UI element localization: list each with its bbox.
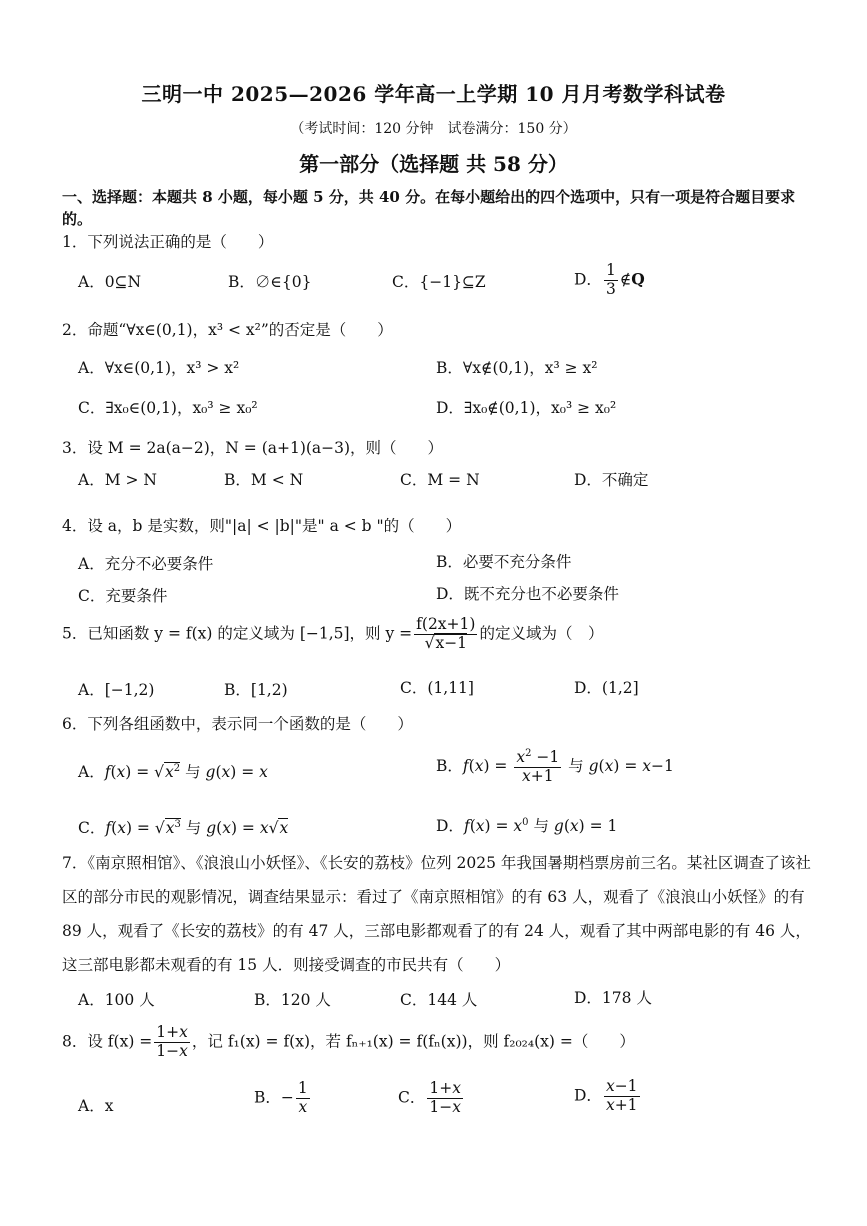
q3-option-c: C．M = N [400,471,480,489]
q7-option-b: B．120 人 [254,991,331,1009]
q1-stem: 1．下列说法正确的是（ ） [62,233,274,251]
q8-option-c: C． $\frac{1+x}{1-x}$ [398,1079,461,1116]
q5-stem-end: 的定义域为（ ） [479,624,604,643]
q4-option-c: C．充要条件 [78,587,168,605]
q1-option-d-label: D． [574,270,602,289]
q3-stem: 3．设 M = 2a(a−2)，N = (a+1)(a−3)，则（ ） [62,439,444,457]
q3-option-a: A．M > N [78,471,157,489]
q4-stem: 4．设 a，b 是实数，则"|a| < |b|"是" a < b "的（ ） [62,517,462,535]
q5-fraction: $\frac{f(2x+1)}{√x-1}$ [416,615,476,652]
q5-option-c: C．(1,11] [400,679,474,697]
q8-option-d: D． $\frac{x-1}{x+1}$ [574,1077,638,1114]
q4-option-a: A．充分不必要条件 [78,555,214,573]
q7-option-c: C．144 人 [400,991,478,1009]
exam-info: （考试时间：120 分钟 试卷满分：150 分） [290,121,577,137]
q5-stem [62,616,603,653]
q5-option-b: B．[1,2) [224,681,288,699]
q2-option-a: A．∀x∈(0,1)，x³ > x² [78,359,240,377]
q4-option-b: B．必要不充分条件 [436,553,572,571]
q1-option-c: C．{−1}⊆Z [392,273,486,291]
q5-option-d: D．(1,2] [574,679,639,697]
q7-option-d: D．178 人 [574,989,652,1007]
q1-option-b: B．∅∈{0} [228,273,312,291]
q4-option-d: D．既不充分也不必要条件 [436,585,619,603]
q3-option-d: D．不确定 [574,471,649,489]
q2-option-d: D．∃x₀∉(0,1)，x₀³ ≥ x₀² [436,399,617,417]
q1-option-d: D． $\frac{1}{3}$ ∉Q [574,261,645,298]
q6-stem: 6．下列各组函数中，表示同一个函数的是（ ） [62,715,413,733]
q8-fraction: $\frac{1+x}{1-x}$ [156,1023,188,1060]
q8-option-b: B．− $\frac{1}{x}$ [254,1079,308,1116]
q6-option-b: B．f(x) = $\frac{x^2 -1}{x+1}$ 与 g(x) = x−1 [436,748,674,785]
q1-option-a: A．0⊆N [78,273,142,291]
q6-option-c: C．$f(x) = √x^3$ 与 g(x) = x√x [78,818,289,837]
q7-text: 7．《南京照相馆》、《浪浪山小妖怪》、《长安的荔枝》位列 2025 年我国暑期档票房前三名。某社区调查了该社区的部分市民的观影情况，调查结果显示：看过了《南京照相馆》的有 63 人，观看了《浪浪山小妖怪》的有 89 人，观看了《长安的荔枝》的有 47 人，三部电影都观看了的有 24 人，观看了其中两部电影的有 46 人，这三部电影都未观看的有 15 人．则接受调查的市民共有（ ） [62,854,811,974]
section-heading: 一、选择题：本题共 8 小题，每小题 5 分，共 40 分。在每小题给出的四个选项中，只有一项是符合题目要求的。 [62,188,796,228]
q6-option-a: A．$f(x) = √x^2$ 与 g(x) = x [78,762,268,781]
q5-stem-start: 5．已知函数 y = f(x) 的定义域为 [−1,5]，则 y = [62,624,413,643]
q6-option-d: D．$f(x) = x^0$ 与 g(x) = 1 [436,816,618,835]
q7-option-a: A．100 人 [78,991,155,1009]
part-heading: 第一部分（选择题 共 58 分） [299,152,568,176]
q2-option-b: B．∀x∉(0,1)，x³ ≥ x² [436,359,598,377]
q5-option-a: A．[−1,2) [78,681,155,699]
q3-option-b: B．M < N [224,471,304,489]
q2-stem: 2．命题“∀x∈(0,1)，x³ < x²”的否定是（ ） [62,321,393,339]
page-title: 三明一中 2025—2026 学年高一上学期 10 月月考数学科试卷 [141,82,726,106]
q2-option-c: C．∃x₀∈(0,1)，x₀³ ≥ x₀² [78,399,258,417]
q8-stem: 8．设 f(x) = $\frac{1+x}{1-x}$ ，记 f₁(x) = f(x)，若 fₙ₊₁(x) = f(fₙ(x))，则 f₂₀₂₄(x) =（ ） [62,1023,635,1060]
q8-option-a: A．x [78,1097,114,1115]
